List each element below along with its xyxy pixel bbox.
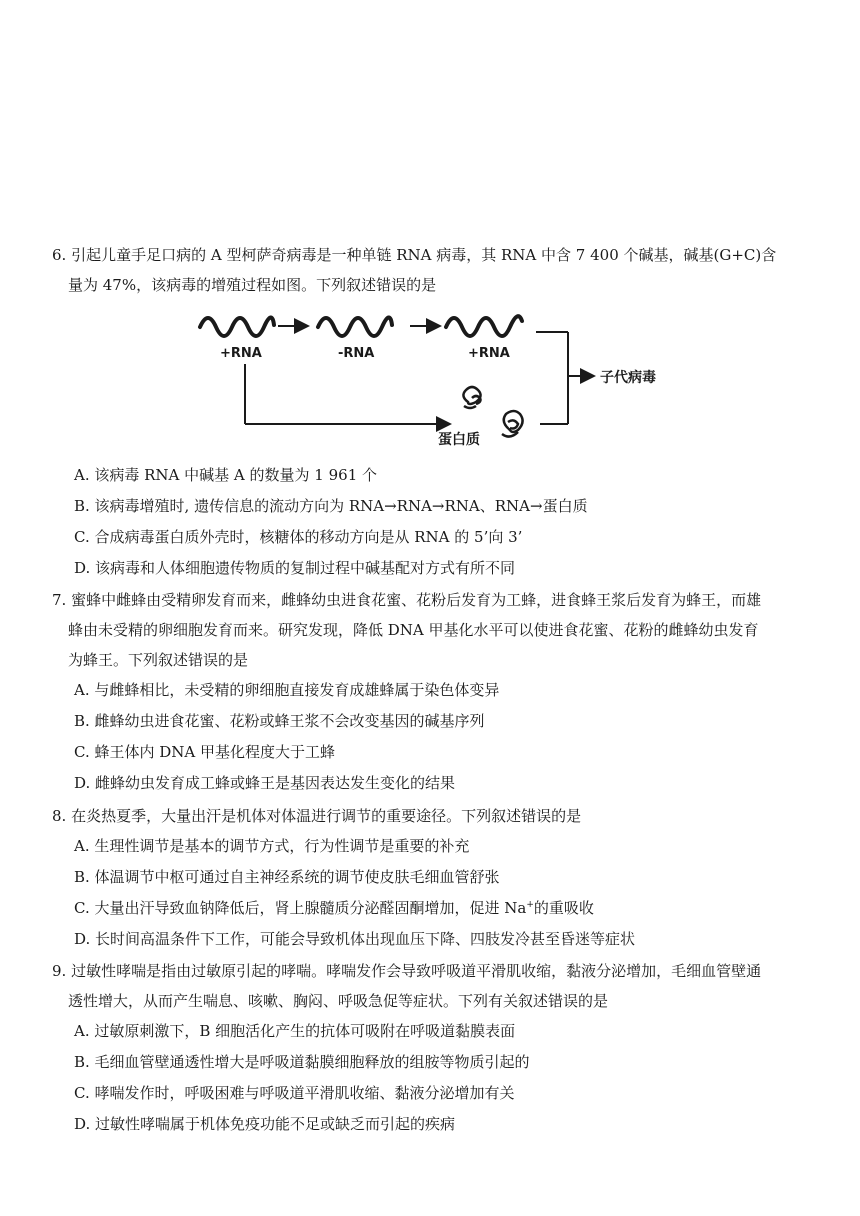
question-8-option-c-post: 的重吸收 (533, 899, 594, 917)
protein-blob-1 (463, 387, 480, 408)
question-8-option-c-sup: + (526, 900, 534, 910)
rna-wave-2 (318, 317, 392, 336)
question-8-stem (52, 801, 812, 831)
question-7 (52, 585, 812, 799)
question-9-option-d: D. 过敏性哮喘属于机体免疫功能不足或缺乏而引起的疾病 (74, 1115, 456, 1133)
question-6-option-c: C. 合成病毒蛋白质外壳时，核糖体的移动方向是从 RNA 的 5’向 3’ (74, 528, 523, 546)
question-7-stem-line3: 为蜂王。下列叙述错误的是 (68, 651, 249, 669)
question-7-stem-line2: 蜂由未受精的卵细胞发育而来。研究发现，降低 DNA 甲基化水平可以使进食花蜜、花粉的雌蜂幼虫发育 (68, 621, 759, 639)
question-6 (52, 240, 812, 300)
question-8-option-b: B. 体温调节中枢可通过自主神经系统的调节使皮肤毛细血管舒张 (74, 868, 500, 886)
question-6-option-d: D. 该病毒和人体细胞遗传物质的复制过程中碱基配对方式有所不同 (74, 559, 516, 577)
label-plus-rna-1: +RNA (220, 346, 262, 361)
question-8-option-c (52, 893, 812, 924)
question-9 (52, 956, 812, 1140)
protein-blob-2 (502, 411, 523, 437)
question-8-stem-line1: 8. 在炎热夏季，大量出汗是机体对体温进行调节的重要途径。下列叙述错误的是 (52, 807, 582, 825)
question-6-stem-line2: 量为 47%，该病毒的增殖过程如图。下列叙述错误的是 (68, 276, 437, 294)
question-9-stem (52, 956, 812, 1016)
question-6-stem (52, 240, 812, 300)
question-7-option-b: B. 雌蜂幼虫进食花蜜、花粉或蜂王浆不会改变基因的碱基序列 (74, 712, 485, 730)
question-6-options (52, 460, 812, 584)
question-9-stem-line2: 透性增大，从而产生喘息、咳嗽、胸闷、呼吸急促等症状。下列有关叙述错误的是 (68, 992, 609, 1010)
question-6-option-b: B. 该病毒增殖时, 遗传信息的流动方向为 RNA→RNA→RNA、RNA→蛋白质 (74, 497, 588, 515)
question-9-option-b: B. 毛细血管壁通透性增大是呼吸道黏膜细胞释放的组胺等物质引起的 (74, 1053, 530, 1071)
question-7-stem (52, 585, 812, 675)
rna-wave-1 (200, 317, 274, 336)
label-protein: 蛋白质 (438, 432, 480, 448)
label-minus-rna: -RNA (338, 346, 375, 361)
label-progeny: 子代病毒 (600, 370, 656, 386)
question-9-option-c: C. 哮喘发作时，呼吸困难与呼吸道平滑肌收缩、黏液分泌增加有关 (74, 1084, 515, 1102)
question-8-option-a: A. 生理性调节是基本的调节方式，行为性调节是重要的补充 (74, 837, 470, 855)
question-9-stem-line1: 9. 过敏性哮喘是指由过敏原引起的哮喘。哮喘发作会导致呼吸道平滑肌收缩，黏液分泌增加，毛细血管壁通 (52, 962, 762, 980)
question-6-stem-line1: 6. 引起儿童手足口病的 A 型柯萨奇病毒是一种单链 RNA 病毒，其 RNA 中含 7 400 个碱基，碱基(G+C)含 (52, 246, 777, 264)
question-7-option-c: C. 蜂王体内 DNA 甲基化程度大于工蜂 (74, 743, 335, 761)
question-7-stem-line1: 7. 蜜蜂中雌蜂由受精卵发育而来，雌蜂幼虫进食花蜜、花粉后发育为工蜂，进食蜂王浆后发育为蜂王，而雄 (52, 591, 762, 609)
question-7-option-d: D. 雌蜂幼虫发育成工蜂或蜂王是基因表达发生变化的结果 (74, 774, 456, 792)
question-9-option-a: A. 过敏原刺激下，B 细胞活化产生的抗体可吸附在呼吸道黏膜表面 (74, 1022, 516, 1040)
question-7-option-a: A. 与雌蜂相比，未受精的卵细胞直接发育成雄蜂属于染色体变异 (74, 681, 500, 699)
virus-replication-diagram (190, 302, 670, 460)
question-8-option-d: D. 长时间高温条件下工作，可能会导致机体出现血压下降、四肢发冷甚至昏迷等症状 (74, 930, 636, 948)
question-8-option-c-pre: C. 大量出汗导致血钠降低后，肾上腺髓质分泌醛固酮增加，促进 Na (74, 899, 527, 917)
question-8 (52, 801, 812, 955)
question-6-option-a: A. 该病毒 RNA 中碱基 A 的数量为 1 961 个 (74, 466, 378, 484)
rna-wave-3 (446, 316, 522, 336)
label-plus-rna-2: +RNA (468, 346, 510, 361)
